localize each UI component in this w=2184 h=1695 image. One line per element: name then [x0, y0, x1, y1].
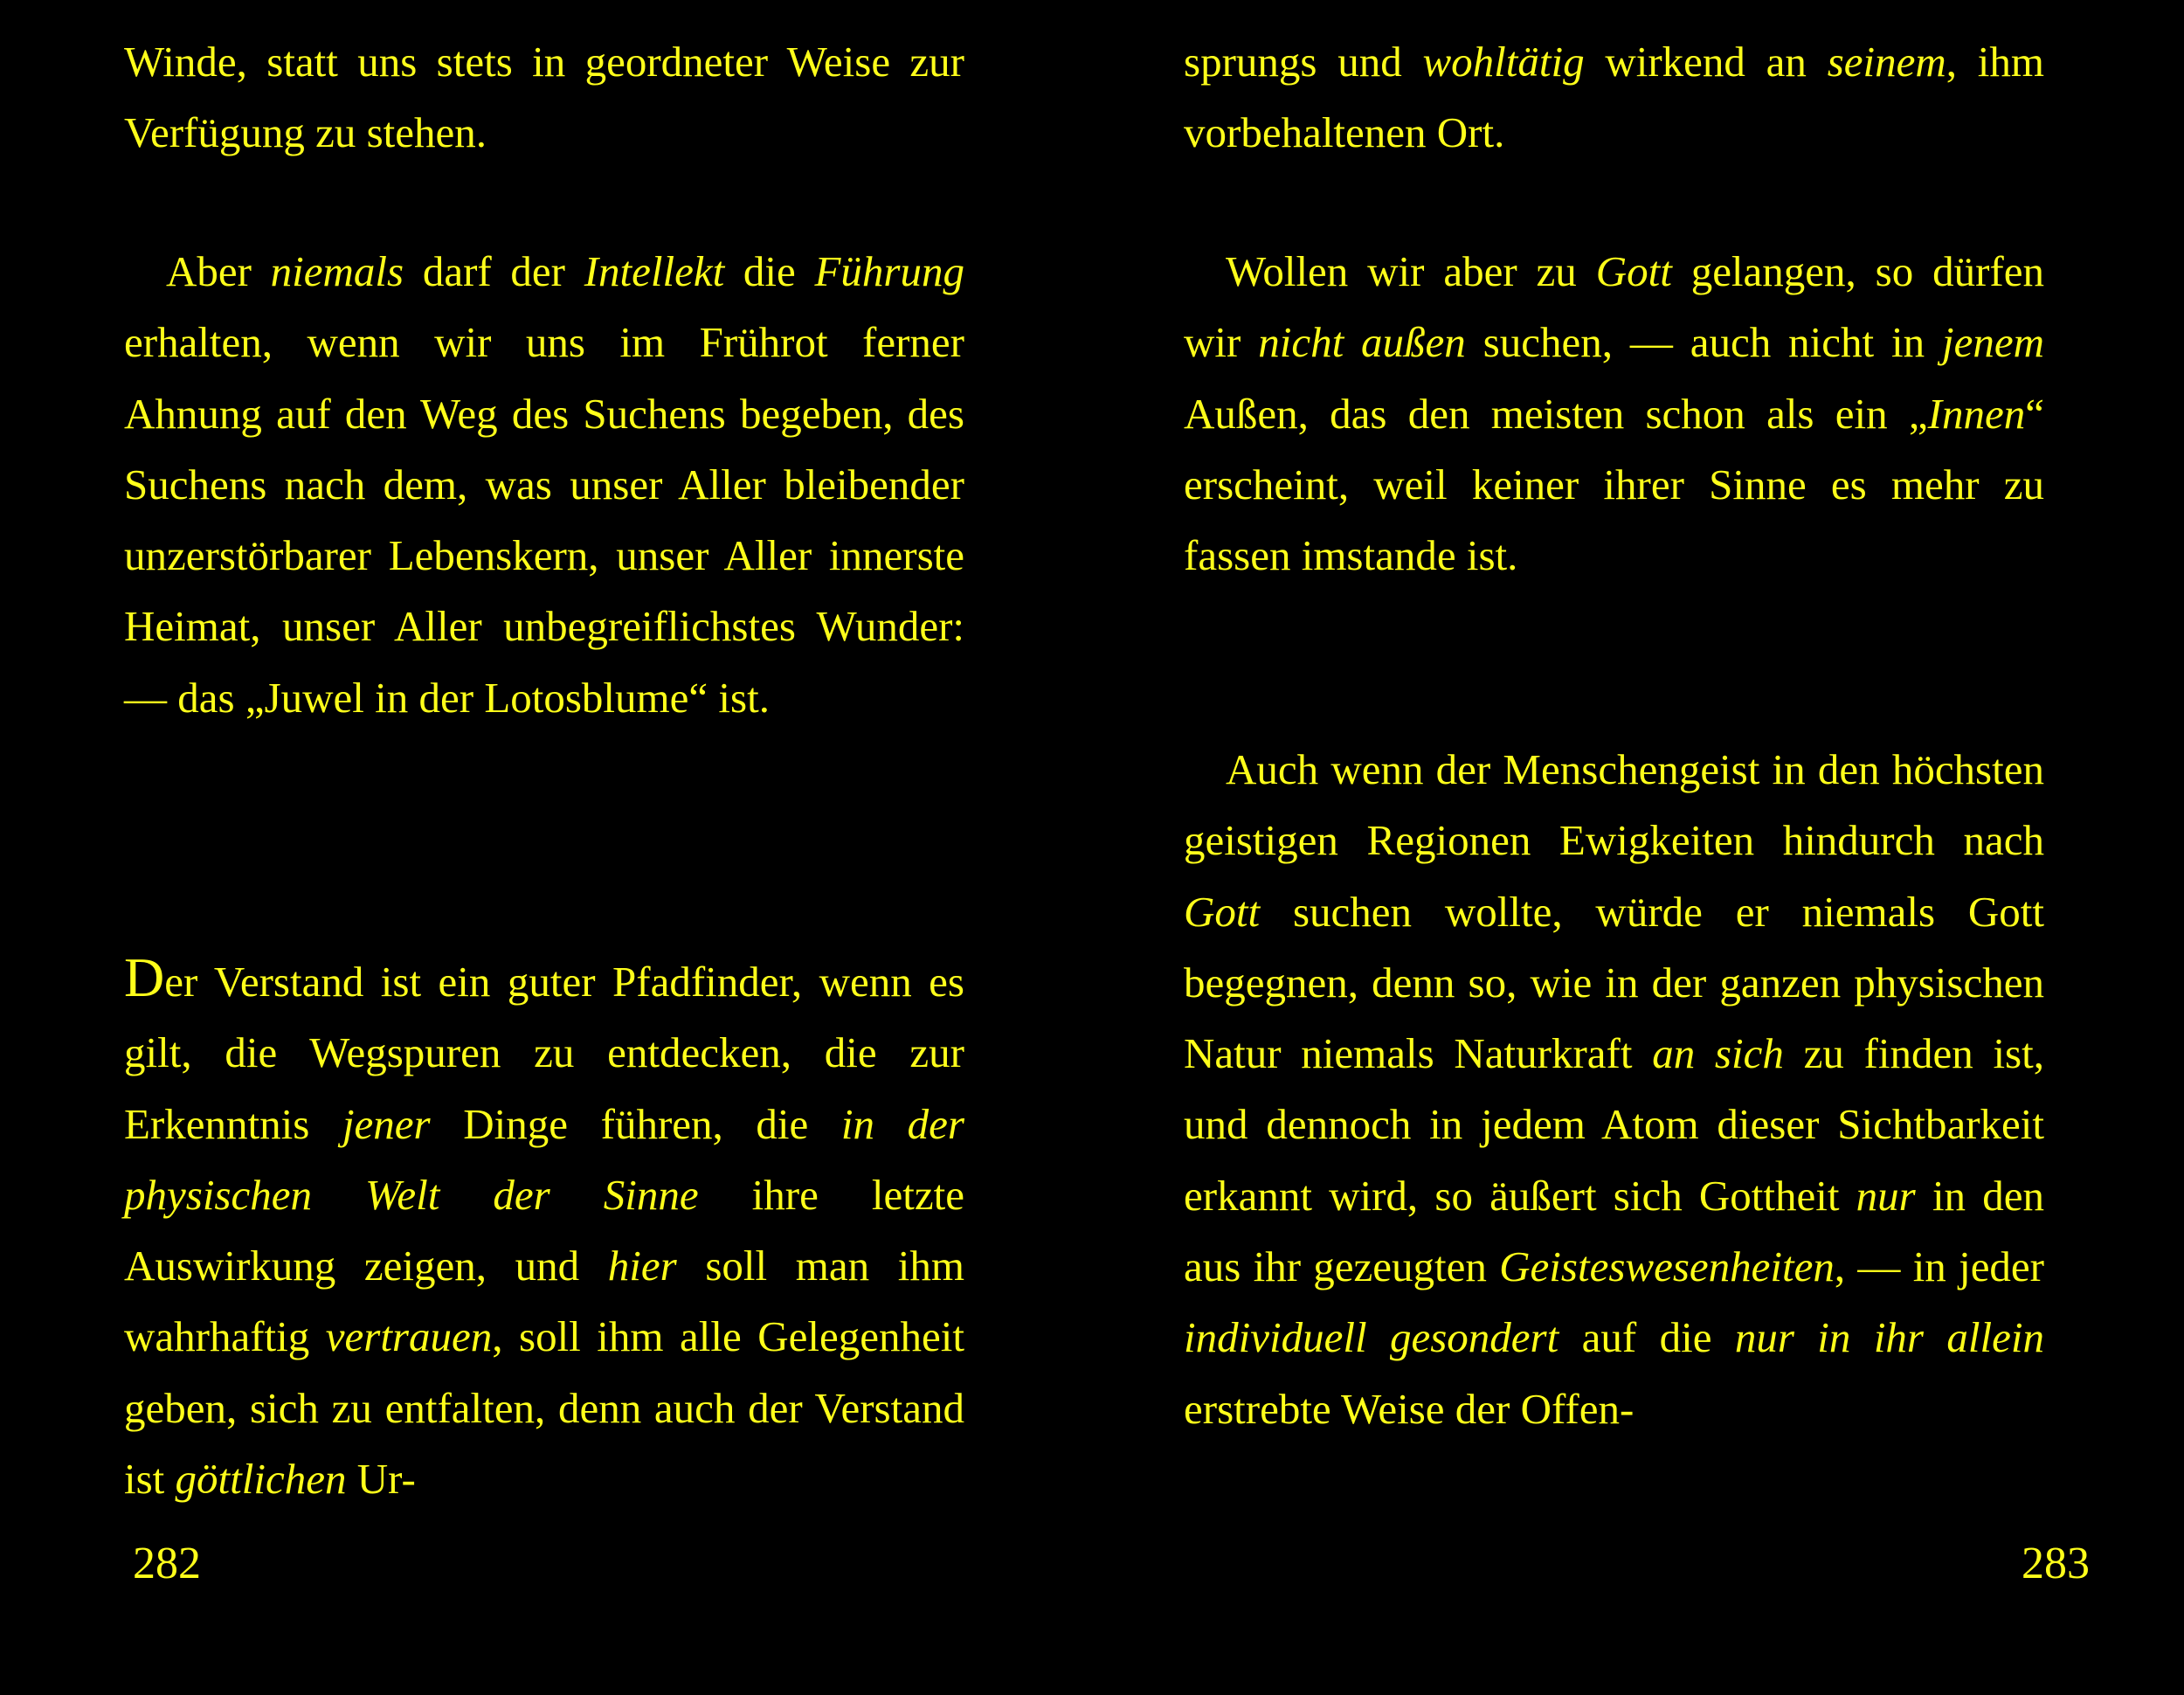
right-page — [1092, 0, 2184, 1695]
page-number: 283 — [2022, 1539, 2090, 1588]
paragraph: Winde, statt uns stets in geordneter Weise zur Verfügung zu stehen. — [124, 38, 964, 157]
paragraph: sprungs und wohltätig wirkend an seinem, ihm vorbehaltenen Ort. — [1184, 38, 2044, 157]
paragraph: Aber niemals darf der Intellekt die Führung erhalten, wenn wir uns im Frührot ferner Ahnung auf den Weg des Suchens begeben, des Suchens nach dem, was unser Aller bleibender unzerstörbarer Lebenskern, unser Aller innerste Heimat, unser Aller unbegreiflichstes Wunder: — das „Juwel in der Lotosblume“ ist. — [124, 247, 964, 722]
drop-cap: D — [124, 946, 165, 1008]
paragraph: Auch wenn der Menschengeist in den höchsten geistigen Regionen Ewigkeiten hindurch nach Gott suchen wollte, würde er niemals Gott begegnen, denn so, wie in der ganzen physischen Natur niemals Naturkraft an sich zu finden ist, und dennoch in jedem Atom dieser Sichtbarkeit erkannt wird, so äußert sich Gottheit nur in den aus ihr gezeugten Geisteswesenheiten, — in jeder individuell gesondert auf die nur in ihr allein erstrebte Weise der Offen- — [1184, 745, 2045, 1433]
paragraph: Wollen wir aber zu Gott gelangen, so dürfen wir nicht außen suchen, — auch nicht in jenem Außen, das den meisten schon als ein „Innen“ erscheint, weil keiner ihrer Sinne es mehr zu fassen imstande ist. — [1184, 247, 2044, 580]
page-number: 282 — [133, 1539, 201, 1588]
paragraph: Der Verstand ist ein guter Pfadfinder, wenn es gilt, die Wegspuren zu entdecken, die zur Erkenntnis jener Dinge führen, die in der physischen Welt der Sinne ihre letzte Auswirkung zeigen, und hier soll man ihm wahrhaftig vertrauen, soll ihm alle Gelegenheit geben, sich zu entfalten, denn auch der Verstand ist göttlichen Ur- — [124, 946, 964, 1504]
